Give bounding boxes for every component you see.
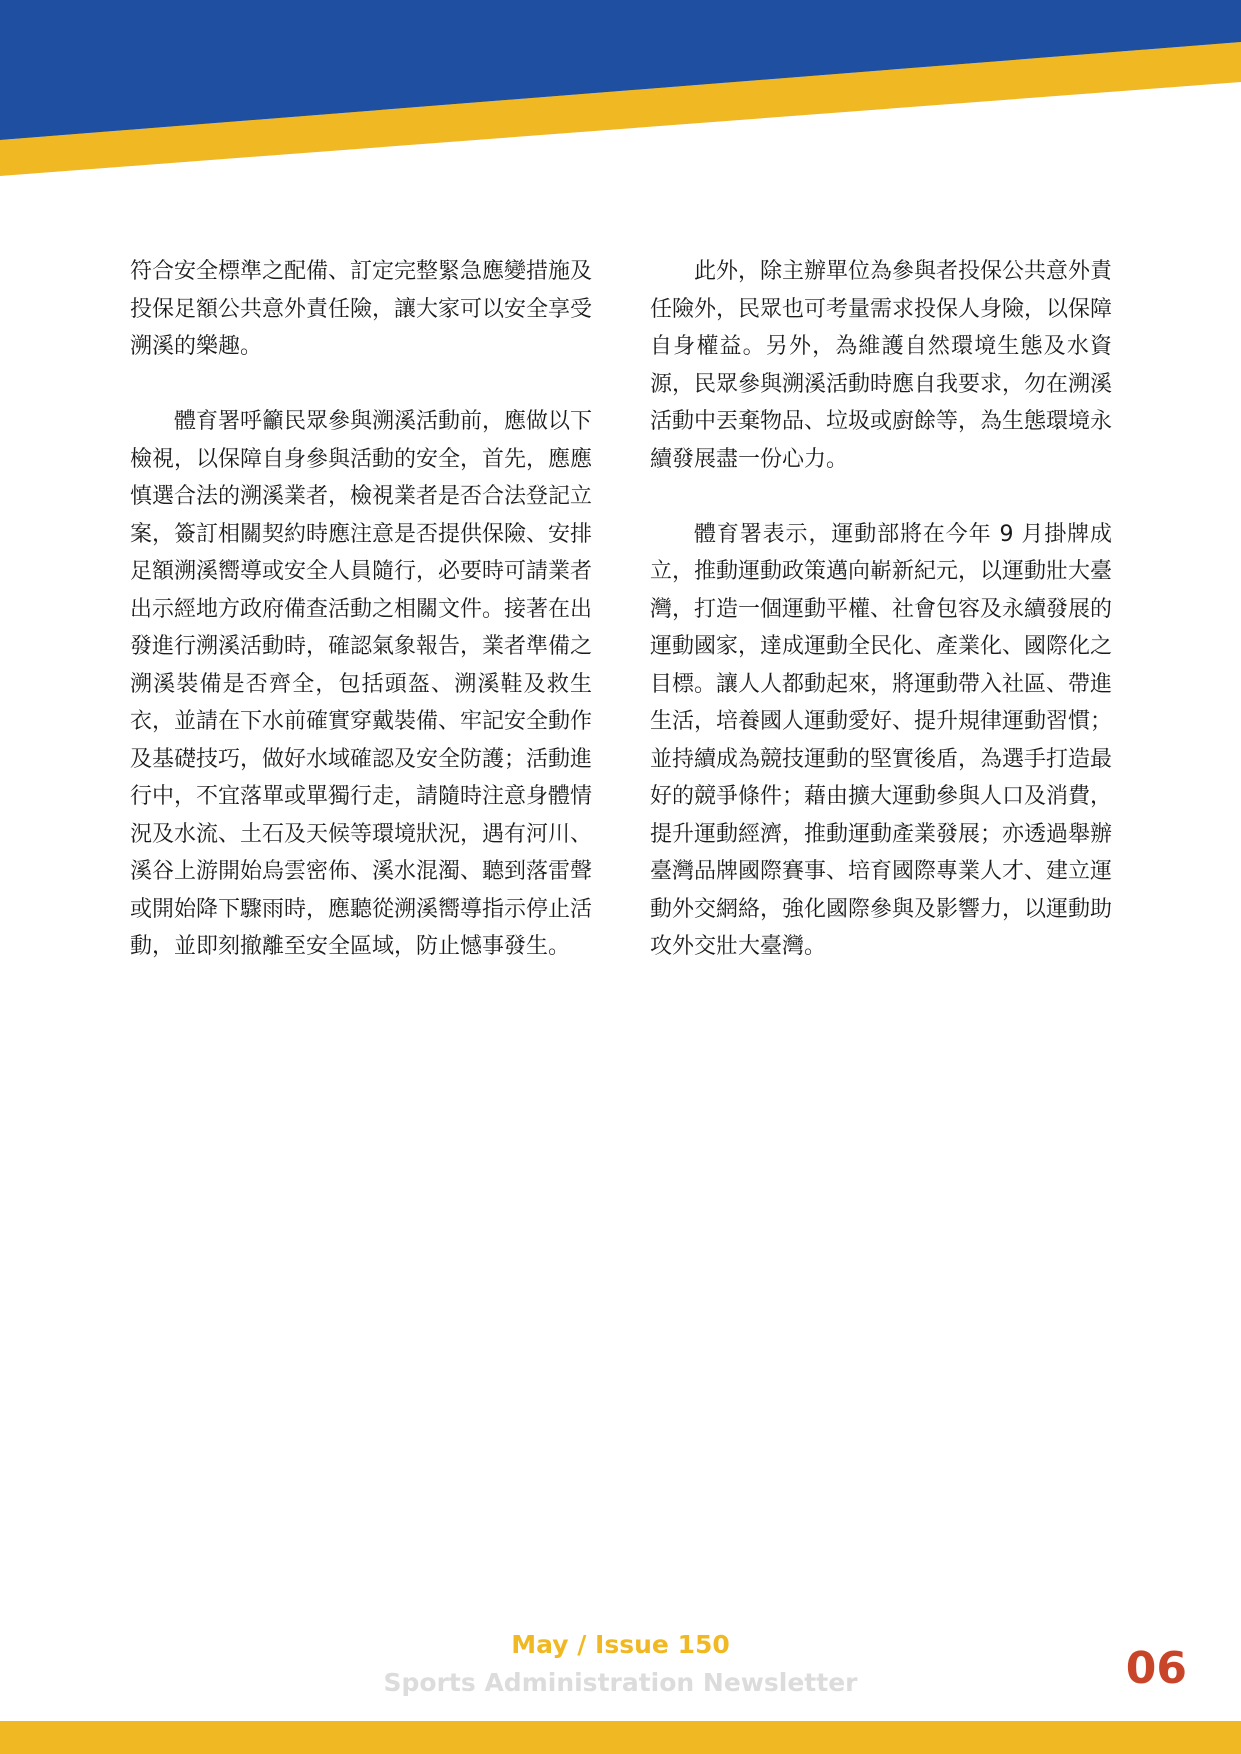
right-paragraph-1: 此外，除主辦單位為參與者投保公共意外責任險外，民眾也可考量需求投保人身險，以保障自身權益。另外，為維護自然環境生態及水資源，民眾參與溯溪活動時應自我要求，勿在溯溪活動中丟棄物品、垃圾或廚餘等，為生態環境永續發展盡一份心力。: [650, 259, 1113, 472]
footer-newsletter-title: Sports Administration Newsletter: [383, 1668, 858, 1697]
right-column: [650, 253, 1112, 1003]
page-number: 06: [1125, 1643, 1187, 1694]
left-column: [130, 253, 592, 1003]
footer-issue: May / Issue 150: [511, 1630, 730, 1659]
footer-bar: [0, 1721, 1241, 1754]
left-paragraph-1: 符合安全標準之配備、訂定完整緊急應變措施及投保足額公共意外責任險，讓大家可以安全享受溯溪的樂趣。: [130, 259, 593, 359]
header-banner: [0, 0, 1241, 180]
right-paragraph-2: 體育署表示，運動部將在今年 9 月掛牌成立，推動運動政策邁向嶄新紀元，以運動壯大臺灣，打造一個運動平權、社會包容及永續發展的運動國家，達成運動全民化、產業化、國際化之目標。讓人人都動起來，將運動帶入社區、帶進生活，培養國人運動愛好、提升規律運動習慣；並持續成為競技運動的堅實後盾，為選手打造最好的競爭條件；藉由擴大運動參與人口及消費，提升運動經濟，推動運動產業發展；亦透過舉辦臺灣品牌國際賽事、培育國際專業人才、建立運動外交網絡，強化國際參與及影響力，以運動助攻外交壯大臺灣。: [650, 521, 1113, 959]
left-paragraph-2: 體育署呼籲民眾參與溯溪活動前，應做以下檢視，以保障自身參與活動的安全，首先，應應慎選合法的溯溪業者，檢視業者是否合法登記立案，簽訂相關契約時應注意是否提供保險、安排足額溯溪嚮導或安全人員隨行，必要時可請業者出示經地方政府備查活動之相關文件。接著在出發進行溯溪活動時，確認氣象報告，業者準備之溯溪裝備是否齊全，包括頭盔、溯溪鞋及救生衣，並請在下水前確實穿戴裝備、牢記安全動作及基礎技巧，做好水域確認及安全防護；活動進行中，不宜落單或單獨行走，請隨時注意身體情況及水流、土石及天候等環境狀況，遇有河川、溪谷上游開始烏雲密佈、溪水混濁、聽到落雷聲或開始降下驟雨時，應聽從溯溪嚮導指示停止活動，並即刻撤離至安全區域，防止憾事發生。: [130, 409, 593, 959]
